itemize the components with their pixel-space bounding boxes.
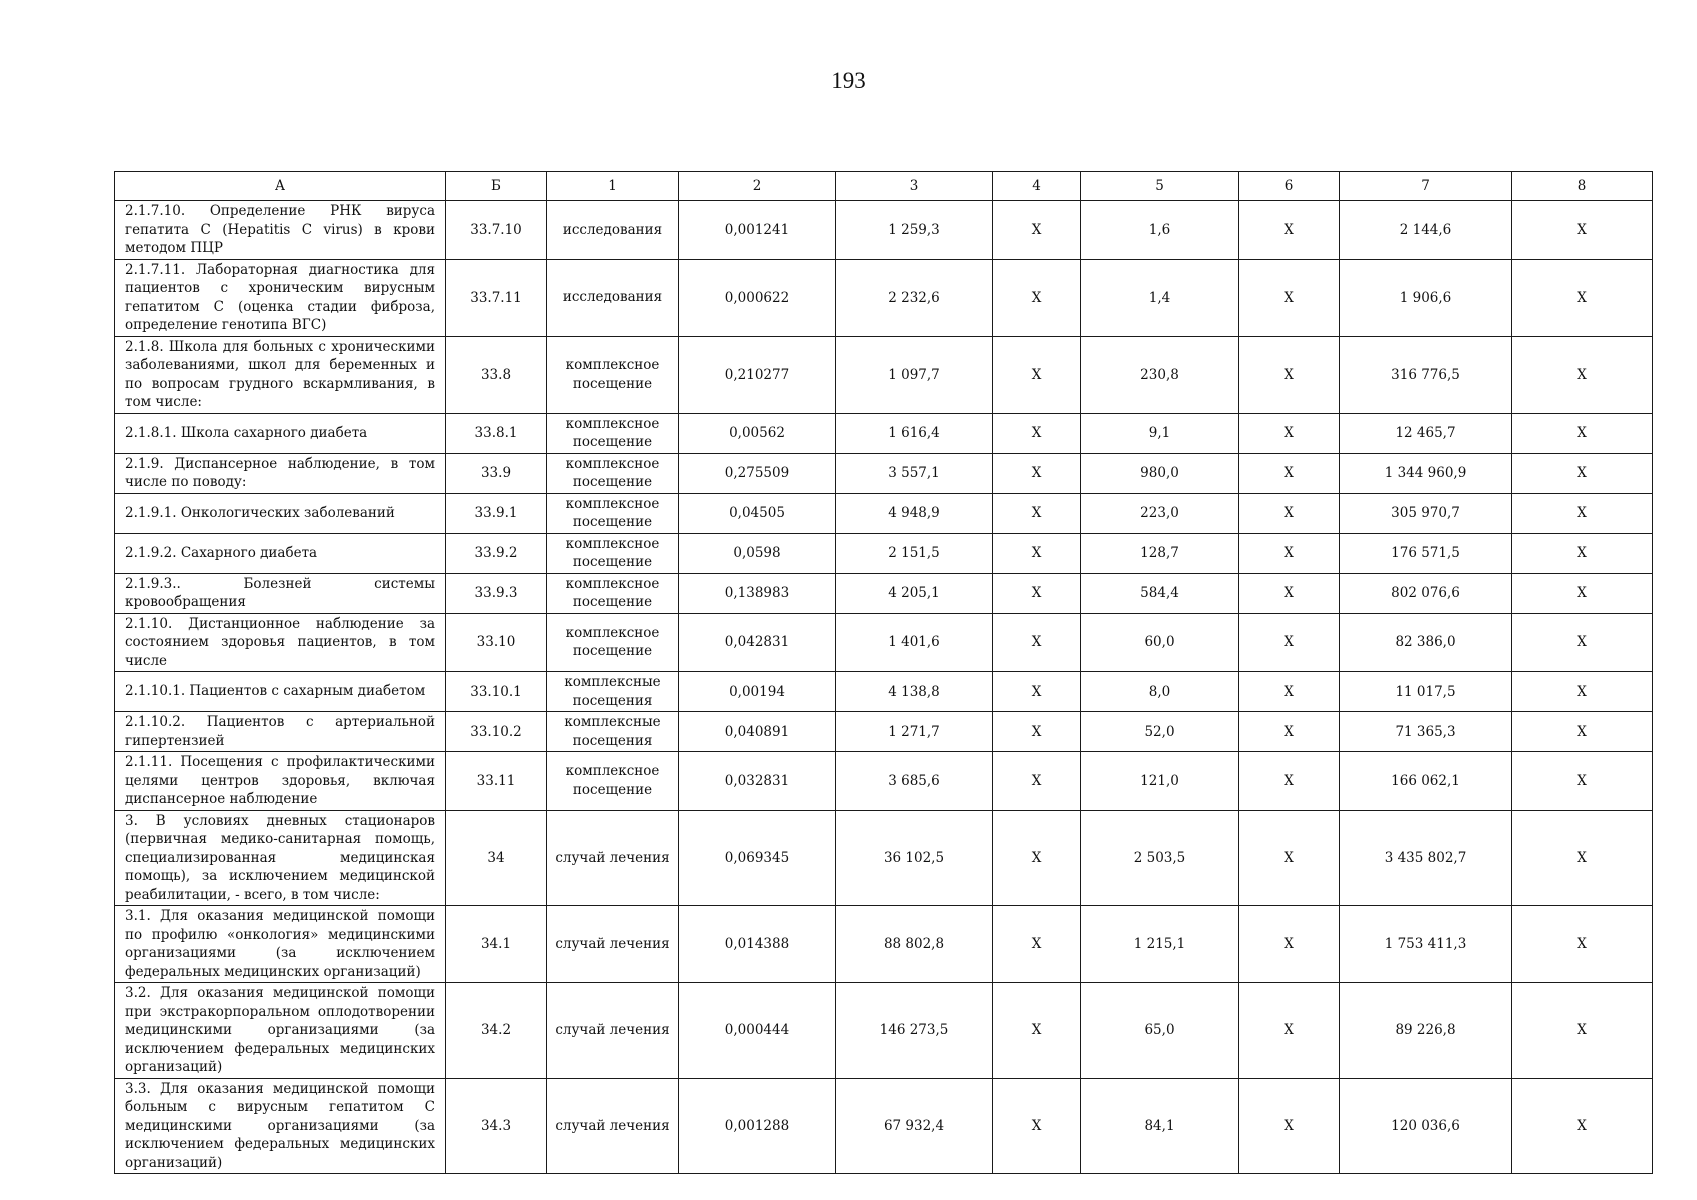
cell-col-5: 8,0	[1081, 672, 1239, 712]
cell-col-3: 3 557,1	[836, 453, 993, 493]
cell-col-4: Х	[993, 613, 1081, 672]
cell-name: 3. В условиях дневных стационаров (первичная медико-санитарная помощь, специализированная медицинская помощь), за исключением медицинской реабилитации, - всего, в том числе:	[115, 810, 446, 906]
column-header: 4	[993, 172, 1081, 201]
cell-name: 2.1.7.10. Определение РНК вируса гепатита С (Hepatitis C virus) в крови методом ПЦР	[115, 201, 446, 260]
cell-col-8: Х	[1512, 453, 1653, 493]
cell-col-6: Х	[1239, 810, 1340, 906]
cell-name: 2.1.7.11. Лабораторная диагностика для пациентов с хроническим вирусным гепатитом С (оценка стадии фиброза, определение генотипа ВГС)	[115, 259, 446, 336]
cell-col-8: Х	[1512, 259, 1653, 336]
cell-col-7: 11 017,5	[1340, 672, 1512, 712]
cell-col-5: 128,7	[1081, 533, 1239, 573]
cell-code: 34.2	[446, 983, 547, 1079]
column-header: 8	[1512, 172, 1653, 201]
cell-col-5: 52,0	[1081, 712, 1239, 752]
cell-col-7: 316 776,5	[1340, 336, 1512, 413]
cell-col-8: Х	[1512, 752, 1653, 811]
cell-col-8: Х	[1512, 336, 1653, 413]
cell-col-7: 12 465,7	[1340, 413, 1512, 453]
column-header: Б	[446, 172, 547, 201]
cell-col-5: 1,6	[1081, 201, 1239, 260]
cell-col-7: 82 386,0	[1340, 613, 1512, 672]
cell-col-8: Х	[1512, 1078, 1653, 1174]
cell-col-6: Х	[1239, 712, 1340, 752]
cell-col-4: Х	[993, 453, 1081, 493]
cell-name: 2.1.9. Диспансерное наблюдение, в том числе по поводу:	[115, 453, 446, 493]
cell-col-6: Х	[1239, 201, 1340, 260]
cell-col-2: 0,275509	[679, 453, 836, 493]
cell-col-4: Х	[993, 201, 1081, 260]
cell-name: 2.1.8. Школа для больных с хроническими заболеваниями, школ для беременных и по вопросам грудного вскармливания, в том числе:	[115, 336, 446, 413]
cell-col-3: 4 948,9	[836, 493, 993, 533]
cell-col-2: 0,032831	[679, 752, 836, 811]
cell-code: 33.9.2	[446, 533, 547, 573]
cell-col-2: 0,000622	[679, 259, 836, 336]
cell-col-2: 0,001288	[679, 1078, 836, 1174]
cell-name: 3.3. Для оказания медицинской помощи больным с вирусным гепатитом С медицинскими организациями (за исключением федеральных медицинских организаций)	[115, 1078, 446, 1174]
cell-col-7: 2 144,6	[1340, 201, 1512, 260]
cell-col-8: Х	[1512, 533, 1653, 573]
table-row	[115, 906, 1653, 983]
cell-col-6: Х	[1239, 752, 1340, 811]
cell-name: 2.1.9.1. Онкологических заболеваний	[115, 493, 446, 533]
cell-unit: исследования	[547, 201, 679, 260]
cell-col-2: 0,069345	[679, 810, 836, 906]
cell-col-6: Х	[1239, 672, 1340, 712]
table-row	[115, 752, 1653, 811]
column-header: 6	[1239, 172, 1340, 201]
cell-col-4: Х	[993, 810, 1081, 906]
cell-col-5: 121,0	[1081, 752, 1239, 811]
table-row	[115, 201, 1653, 260]
cell-col-6: Х	[1239, 336, 1340, 413]
cell-code: 33.7.10	[446, 201, 547, 260]
table-row	[115, 613, 1653, 672]
cell-col-8: Х	[1512, 712, 1653, 752]
cell-name: 2.1.8.1. Школа сахарного диабета	[115, 413, 446, 453]
column-header: 2	[679, 172, 836, 201]
column-header: 3	[836, 172, 993, 201]
cell-col-8: Х	[1512, 906, 1653, 983]
page-number: 193	[831, 68, 866, 93]
cell-col-8: Х	[1512, 613, 1653, 672]
cell-col-3: 4 205,1	[836, 573, 993, 613]
cell-name: 2.1.9.2. Сахарного диабета	[115, 533, 446, 573]
cell-col-5: 223,0	[1081, 493, 1239, 533]
cell-col-8: Х	[1512, 201, 1653, 260]
cell-col-7: 176 571,5	[1340, 533, 1512, 573]
table-row	[115, 533, 1653, 573]
column-header: 1	[547, 172, 679, 201]
cell-col-4: Х	[993, 752, 1081, 811]
cell-code: 33.8.1	[446, 413, 547, 453]
cell-col-2: 0,00194	[679, 672, 836, 712]
cell-col-5: 9,1	[1081, 413, 1239, 453]
cell-col-5: 2 503,5	[1081, 810, 1239, 906]
cell-unit: комплексное посещение	[547, 533, 679, 573]
cell-name: 2.1.9.3.. Болезней системы кровообращения	[115, 573, 446, 613]
cell-col-7: 1 906,6	[1340, 259, 1512, 336]
cell-col-2: 0,042831	[679, 613, 836, 672]
cell-unit: случай лечения	[547, 1078, 679, 1174]
column-header: 5	[1081, 172, 1239, 201]
cell-col-3: 3 685,6	[836, 752, 993, 811]
cell-unit: комплексные посещения	[547, 672, 679, 712]
cell-col-2: 0,000444	[679, 983, 836, 1079]
cell-col-2: 0,138983	[679, 573, 836, 613]
cell-name: 3.2. Для оказания медицинской помощи при экстракорпоральном оплодотворении медицинскими организациями (за исключением федеральных медицинских организаций)	[115, 983, 446, 1079]
cell-code: 33.8	[446, 336, 547, 413]
header-row	[115, 172, 1653, 201]
cell-col-5: 1,4	[1081, 259, 1239, 336]
cell-col-5: 65,0	[1081, 983, 1239, 1079]
cell-col-6: Х	[1239, 493, 1340, 533]
cell-unit: случай лечения	[547, 810, 679, 906]
cell-col-6: Х	[1239, 906, 1340, 983]
cell-col-7: 1 753 411,3	[1340, 906, 1512, 983]
cell-col-7: 166 062,1	[1340, 752, 1512, 811]
cell-col-4: Х	[993, 672, 1081, 712]
cell-col-6: Х	[1239, 1078, 1340, 1174]
cell-name: 2.1.10. Дистанционное наблюдение за состоянием здоровья пациентов, в том числе	[115, 613, 446, 672]
cell-col-8: Х	[1512, 493, 1653, 533]
cell-col-2: 0,04505	[679, 493, 836, 533]
cell-name: 2.1.10.1. Пациентов с сахарным диабетом	[115, 672, 446, 712]
cell-col-4: Х	[993, 983, 1081, 1079]
table-row	[115, 1078, 1653, 1174]
cell-code: 33.10.1	[446, 672, 547, 712]
cell-col-2: 0,040891	[679, 712, 836, 752]
cell-col-3: 1 259,3	[836, 201, 993, 260]
cell-col-7: 3 435 802,7	[1340, 810, 1512, 906]
cell-col-4: Х	[993, 493, 1081, 533]
cell-col-3: 36 102,5	[836, 810, 993, 906]
cell-col-7: 1 344 960,9	[1340, 453, 1512, 493]
cell-col-3: 2 232,6	[836, 259, 993, 336]
cell-col-4: Х	[993, 336, 1081, 413]
cell-col-4: Х	[993, 906, 1081, 983]
cell-col-2: 0,014388	[679, 906, 836, 983]
cell-code: 33.9.1	[446, 493, 547, 533]
cell-col-3: 2 151,5	[836, 533, 993, 573]
cell-col-4: Х	[993, 712, 1081, 752]
data-table	[114, 171, 1653, 1174]
cell-col-5: 84,1	[1081, 1078, 1239, 1174]
cell-col-3: 88 802,8	[836, 906, 993, 983]
cell-code: 33.10.2	[446, 712, 547, 752]
cell-col-3: 1 616,4	[836, 413, 993, 453]
cell-col-8: Х	[1512, 672, 1653, 712]
cell-col-5: 230,8	[1081, 336, 1239, 413]
cell-name: 2.1.11. Посещения с профилактическими целями центров здоровья, включая диспансерное наблюдение	[115, 752, 446, 811]
cell-col-6: Х	[1239, 613, 1340, 672]
cell-unit: случай лечения	[547, 983, 679, 1079]
cell-unit: комплексное посещение	[547, 336, 679, 413]
column-header: А	[115, 172, 446, 201]
cell-col-6: Х	[1239, 453, 1340, 493]
table-row	[115, 672, 1653, 712]
table-body	[115, 201, 1653, 1174]
table-row	[115, 983, 1653, 1079]
cell-col-5: 1 215,1	[1081, 906, 1239, 983]
cell-code: 33.11	[446, 752, 547, 811]
cell-col-6: Х	[1239, 573, 1340, 613]
cell-col-3: 1 401,6	[836, 613, 993, 672]
cell-code: 33.10	[446, 613, 547, 672]
cell-col-2: 0,0598	[679, 533, 836, 573]
column-header: 7	[1340, 172, 1512, 201]
cell-col-8: Х	[1512, 810, 1653, 906]
cell-unit: комплексное посещение	[547, 493, 679, 533]
table-row	[115, 453, 1653, 493]
cell-col-6: Х	[1239, 259, 1340, 336]
cell-code: 33.9.3	[446, 573, 547, 613]
cell-name: 2.1.10.2. Пациентов с артериальной гипертензией	[115, 712, 446, 752]
table-row	[115, 712, 1653, 752]
cell-col-5: 980,0	[1081, 453, 1239, 493]
cell-col-7: 120 036,6	[1340, 1078, 1512, 1174]
cell-unit: комплексное посещение	[547, 613, 679, 672]
cell-name: 3.1. Для оказания медицинской помощи по профилю «онкология» медицинскими организациями (за исключением федеральных медицинских организаций)	[115, 906, 446, 983]
cell-col-6: Х	[1239, 413, 1340, 453]
table-row	[115, 336, 1653, 413]
cell-col-5: 60,0	[1081, 613, 1239, 672]
cell-unit: исследования	[547, 259, 679, 336]
table-row	[115, 493, 1653, 533]
cell-col-7: 89 226,8	[1340, 983, 1512, 1079]
cell-col-2: 0,001241	[679, 201, 836, 260]
cell-col-3: 4 138,8	[836, 672, 993, 712]
cell-col-4: Х	[993, 259, 1081, 336]
cell-col-8: Х	[1512, 573, 1653, 613]
cell-col-5: 584,4	[1081, 573, 1239, 613]
table-row	[115, 810, 1653, 906]
cell-code: 33.7.11	[446, 259, 547, 336]
table-row	[115, 413, 1653, 453]
cell-col-4: Х	[993, 573, 1081, 613]
cell-col-7: 71 365,3	[1340, 712, 1512, 752]
cell-col-3: 1 097,7	[836, 336, 993, 413]
cell-code: 34.3	[446, 1078, 547, 1174]
cell-col-2: 0,00562	[679, 413, 836, 453]
cell-col-6: Х	[1239, 533, 1340, 573]
cell-col-3: 146 273,5	[836, 983, 993, 1079]
cell-col-4: Х	[993, 413, 1081, 453]
cell-unit: комплексное посещение	[547, 413, 679, 453]
cell-col-4: Х	[993, 1078, 1081, 1174]
cell-unit: комплексное посещение	[547, 752, 679, 811]
cell-code: 34.1	[446, 906, 547, 983]
cell-col-3: 1 271,7	[836, 712, 993, 752]
cell-unit: комплексные посещения	[547, 712, 679, 752]
cell-col-8: Х	[1512, 983, 1653, 1079]
cell-unit: случай лечения	[547, 906, 679, 983]
table-row	[115, 573, 1653, 613]
cell-col-3: 67 932,4	[836, 1078, 993, 1174]
cell-col-7: 305 970,7	[1340, 493, 1512, 533]
cell-col-6: Х	[1239, 983, 1340, 1079]
cell-code: 33.9	[446, 453, 547, 493]
cell-unit: комплексное посещение	[547, 573, 679, 613]
cell-col-8: Х	[1512, 413, 1653, 453]
cell-col-2: 0,210277	[679, 336, 836, 413]
cell-col-4: Х	[993, 533, 1081, 573]
cell-code: 34	[446, 810, 547, 906]
cell-unit: комплексное посещение	[547, 453, 679, 493]
cell-col-7: 802 076,6	[1340, 573, 1512, 613]
table-row	[115, 259, 1653, 336]
